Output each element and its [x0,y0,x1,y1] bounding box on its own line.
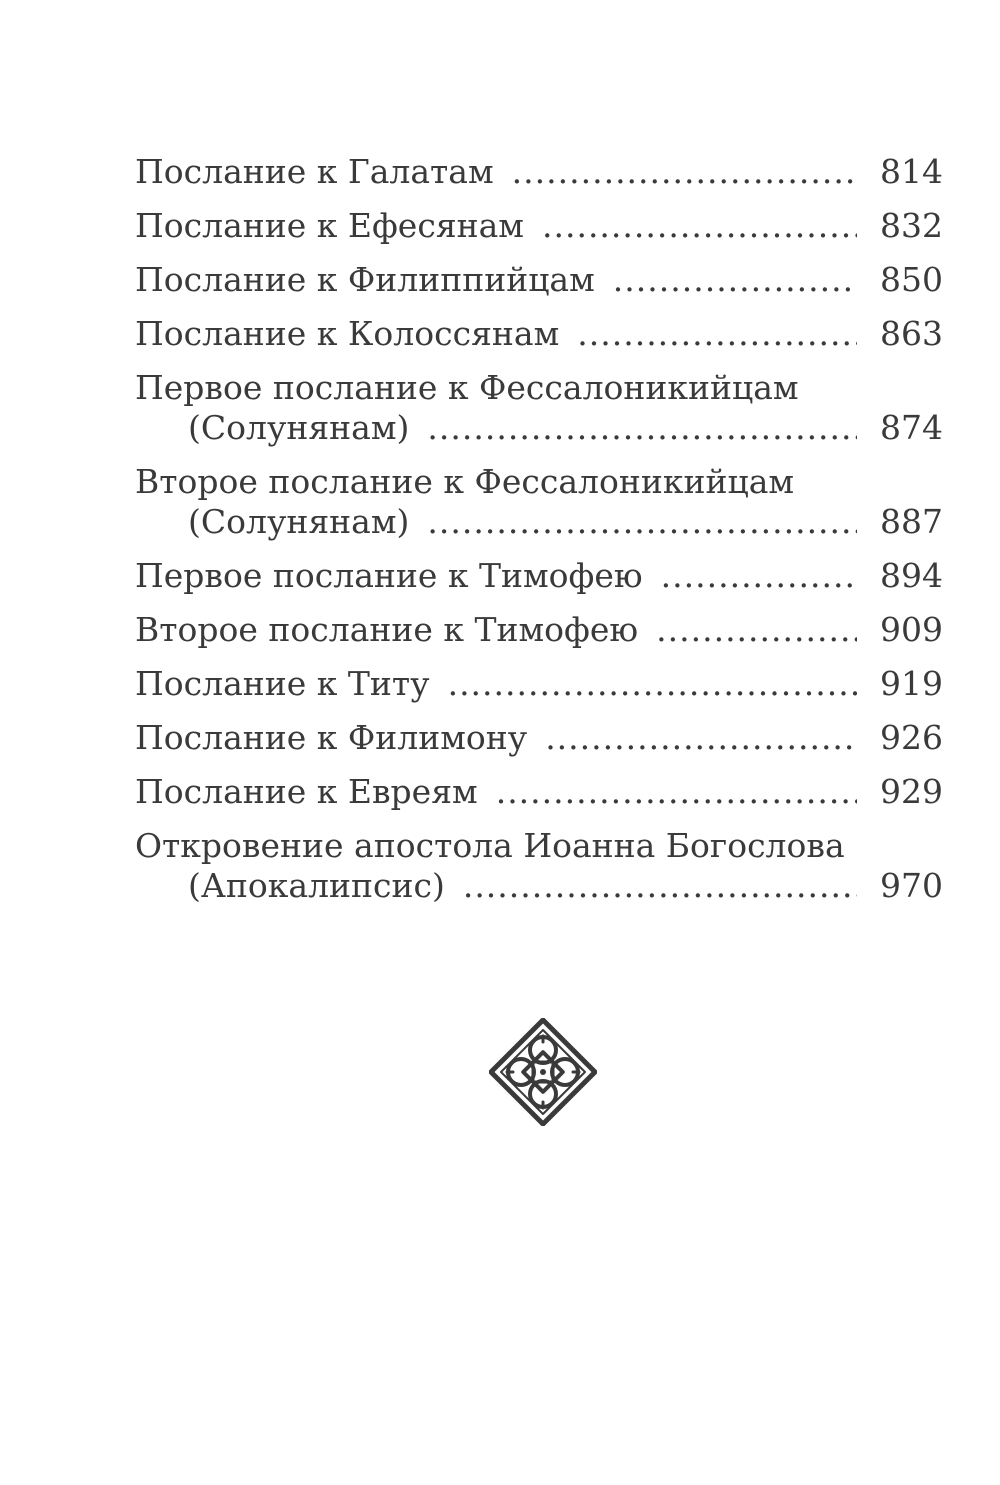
toc-entry-title: Послание к Колоссянам [135,314,560,353]
toc-row [135,408,943,448]
toc-leader-dots [542,206,857,246]
toc-entry-philemon [135,718,943,758]
toc-entry-page: 919 [880,664,943,703]
toc-row [135,260,943,300]
toc-entry-galatians [135,152,943,192]
toc-entry-1-thessalonians [135,368,943,448]
toc-leader-dots [463,866,857,906]
toc-entry-title: Первое послание к Фессалоникийцам [135,368,799,407]
toc-row [135,772,943,812]
toc-entry-hebrews [135,772,943,812]
toc-leader-dots [496,772,857,812]
toc-entry-2-timothy [135,610,943,650]
toc-leader-dots [577,314,857,354]
toc-leader-dots [545,718,857,758]
toc-entry-subtitle: (Солунянам) [188,502,410,541]
toc-row [135,610,943,650]
toc-leader-dots [656,610,857,650]
toc-entry-title: Послание к Филиппийцам [135,260,595,299]
toc-entry-colossians [135,314,943,354]
table-of-contents [135,152,943,920]
toc-entry-title: Послание к Галатам [135,152,494,191]
toc-leader-dots [512,152,857,192]
toc-row [135,314,943,354]
toc-row [135,206,943,246]
toc-entry-titus [135,664,943,704]
toc-entry-page: 850 [880,260,943,299]
toc-entry-title: Первое послание к Тимофею [135,556,643,595]
toc-entry-page: 814 [880,152,943,191]
toc-entry-title: Послание к Титу [135,664,430,703]
toc-row [135,502,943,542]
toc-entry-page: 909 [880,610,943,649]
toc-row [135,718,943,758]
toc-entry-page: 926 [880,718,943,757]
toc-entry-subtitle: (Солунянам) [188,408,410,447]
toc-leader-dots [427,502,857,542]
toc-entry-page: 832 [880,206,943,245]
toc-entry-title: Второе послание к Тимофею [135,610,639,649]
toc-leader-dots [613,260,857,300]
toc-row [135,556,943,596]
toc-entry-title: Послание к Евреям [135,772,478,811]
celtic-knot-ornament-icon [489,1018,597,1126]
toc-leader-dots [427,408,857,448]
toc-entry-page: 970 [880,866,943,905]
toc-entry-page: 863 [880,314,943,353]
toc-leader-dots [661,556,857,596]
toc-entry-page: 894 [880,556,943,595]
toc-entry-title: Послание к Ефесянам [135,206,524,245]
toc-entry-page: 929 [880,772,943,811]
toc-entry-revelation [135,826,943,906]
toc-entry-page: 874 [880,408,943,447]
toc-row [135,152,943,192]
toc-leader-dots [448,664,857,704]
toc-entry-title: Второе послание к Фессалоникийцам [135,462,795,501]
toc-entry-1-timothy [135,556,943,596]
toc-entry-title: Послание к Филимону [135,718,528,757]
toc-row [135,866,943,906]
toc-entry-title: Откровение апостола Иоанна Богослова [135,826,845,865]
toc-row [135,664,943,704]
toc-entry-ephesians [135,206,943,246]
toc-entry-page: 887 [880,502,943,541]
toc-entry-2-thessalonians [135,462,943,542]
toc-entry-subtitle: (Апокалипсис) [188,866,445,905]
toc-entry-philippians [135,260,943,300]
